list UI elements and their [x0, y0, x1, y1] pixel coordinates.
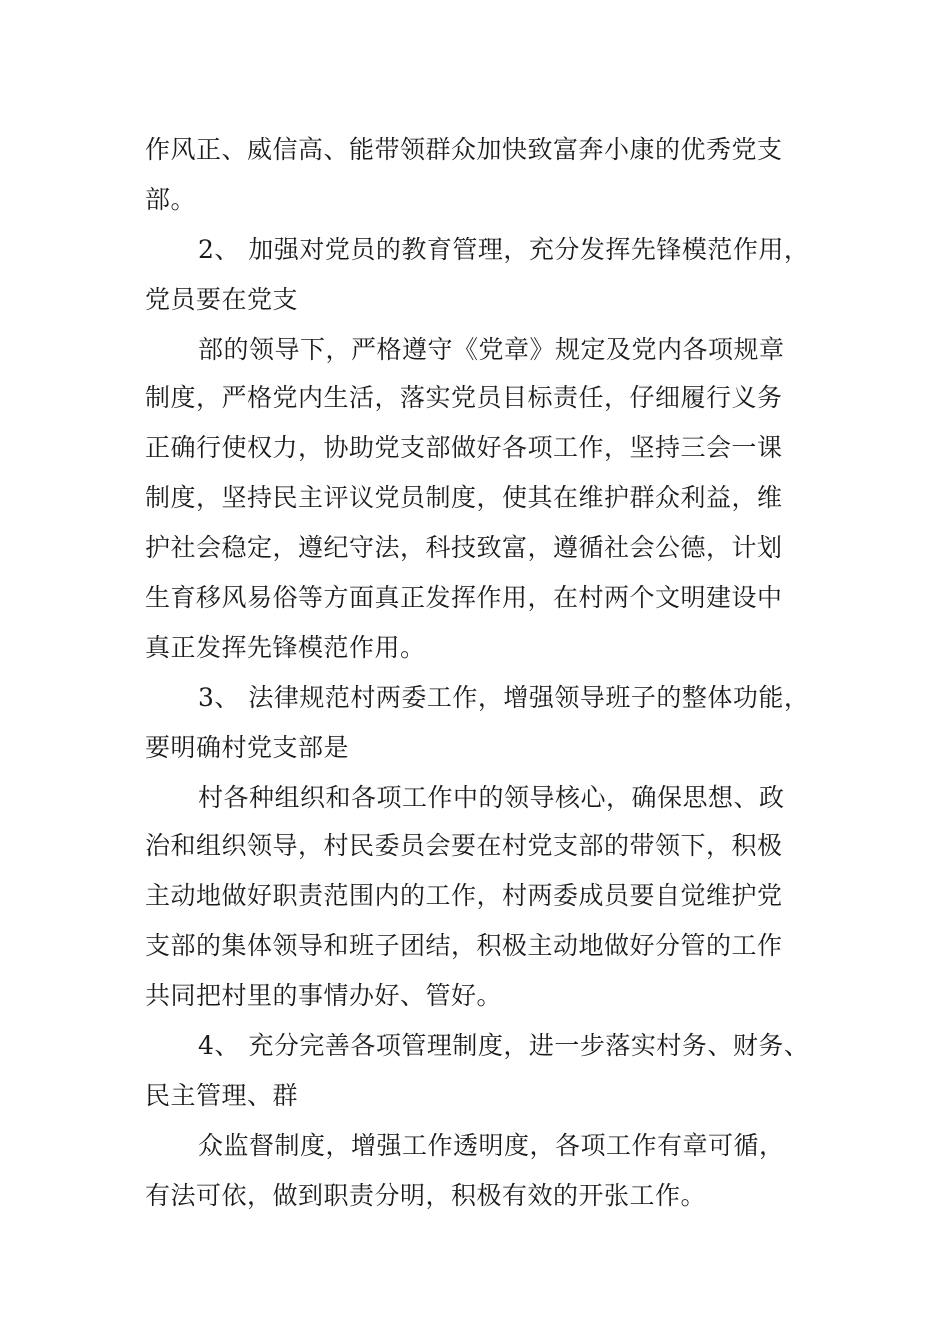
text-line: 4、 充分完善各项管理制度，进一步落实村务、财务、: [198, 1031, 810, 1060]
text-line: 生育移风易俗等方面真正发挥作用，在村两个文明建设中: [145, 583, 783, 612]
text-line: 民主管理、群: [145, 1081, 299, 1110]
text-line: 制度，严格党内生活，落实党员目标责任，仔细履行义务: [145, 383, 783, 412]
text-line: 作风正、威信高、能带领群众加快致富奔小康的优秀党支: [145, 135, 783, 164]
text-line: 部的领导下，严格遵守《党章》规定及党内各项规章: [198, 335, 785, 364]
text-line: 2、 加强对党员的教育管理，充分发挥先锋模范作用，: [198, 235, 810, 264]
text-line: 党员要在党支: [145, 285, 299, 314]
text-line: 部。: [145, 185, 197, 214]
text-line: 治和组织领导，村民委员会要在村党支部的带领下，积极: [145, 831, 783, 860]
text-line: 3、 法律规范村两委工作，增强领导班子的整体功能，: [198, 683, 810, 712]
text-line: 共同把村里的事情办好、管好。: [145, 981, 503, 1010]
text-line: 护社会稳定，遵纪守法，科技致富，遵循社会公德，计划: [145, 533, 783, 562]
text-line: 制度，坚持民主评议党员制度，使其在维护群众利益，维: [145, 483, 783, 512]
text-line: 要明确村党支部是: [145, 733, 350, 762]
text-line: 真正发挥先锋模范作用。: [145, 633, 426, 662]
text-line: 支部的集体领导和班子团结，积极主动地做好分管的工作: [145, 931, 783, 960]
text-line: 众监督制度，增强工作透明度，各项工作有章可循，: [198, 1131, 785, 1160]
text-line: 主动地做好职责范围内的工作，村两委成员要自觉维护党: [145, 881, 783, 910]
text-line: 村各种组织和各项工作中的领导核心，确保思想、政: [198, 783, 785, 812]
text-line: 有法可依，做到职责分明，积极有效的开张工作。: [145, 1181, 707, 1210]
text-line: 正确行使权力，协助党支部做好各项工作，坚持三会一课: [145, 433, 783, 462]
